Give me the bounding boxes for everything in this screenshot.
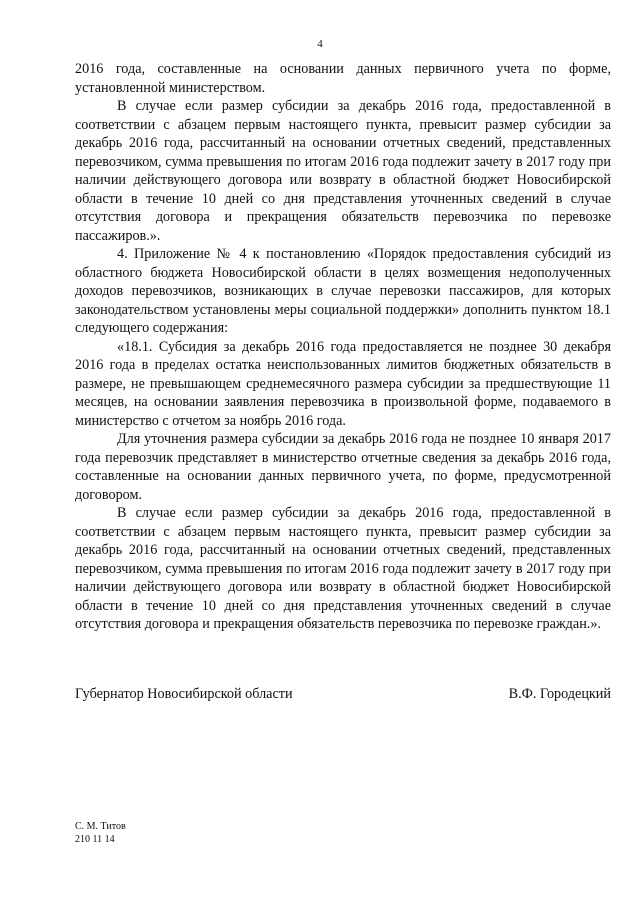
paragraph-item-18-1: «18.1. Субсидия за декабрь 2016 года предоставляется не позднее 30 декабря 2016 года в пределах остатка неиспользованных лимитов бюджетных обязательств в размере, не превышающем среднемесячного размера субсидии за предшествующие 11 месяцев, на основании заявления перевозчика в произвольной форме, подаваемого в министерство с отчетом за ноябрь 2016 года. [75, 338, 611, 429]
paragraph-subsidy-excess-passengers: В случае если размер субсидии за декабрь 2016 года, предоставленной в соответствии с абзацем первым настоящего пункта, превысит размер субсидии за декабрь 2016 года, рассчитанный на основании отчетных сведений, представленных перевозчиком, сумма превышения по итогам 2016 года подлежит зачету в 2017 году при наличии действующего договора или возврату в областной бюджет Новосибирской области в течение 10 дней со дня представления уточненных сведений в случае отсутствия договора и прекращения обязательств перевозчика по перевозке пассажиров.». [75, 98, 611, 244]
page-number: 4 [317, 38, 323, 50]
paragraph-item-4: 4. Приложение № 4 к постановлению «Порядок предоставления субсидий из областного бюджета Новосибирской области в целях возмещения недополученных доходов перевозчиков, возникающих в случае перевозки пассажиров, для которых законодательством установлены меры социальной поддержки» дополнить пунктом 18.1 следующего содержания: [75, 246, 611, 336]
signatory-position: Губернатор Новосибирской области [75, 686, 293, 702]
document-body [75, 60, 611, 634]
signature-block [75, 686, 611, 703]
signatory-name: В.Ф. Городецкий [508, 686, 611, 702]
paragraph-subsidy-excess-citizens: В случае если размер субсидии за декабрь 2016 года, предоставленной в соответствии с абзацем первым настоящего пункта, превысит размер субсидии за декабрь 2016 года, рассчитанный на основании отчетных сведений, представленных перевозчиком, сумма превышения по итогам 2016 года подлежит зачету в 2017 году при наличии действующего договора или возврату в областной бюджет Новосибирской области в течение 10 дней со дня представления уточненных сведений в случае отсутствия договора и прекращения обязательств перевозчика по перевозке граждан.». [75, 505, 611, 632]
executor-phone: 210 11 14 [75, 833, 115, 845]
paragraph-continuation: 2016 года, составленные на основании данных первичного учета по форме, установленной министерством. [75, 61, 611, 96]
executor-name: С. М. Титов [75, 821, 126, 832]
paragraph-clarification: Для уточнения размера субсидии за декабрь 2016 года не позднее 10 января 2017 года перевозчик представляет в министерство отчетные сведения за декабрь 2016 года, составленные на основании данных первичного учета, по форме, предусмотренной договором. [75, 431, 611, 503]
executor-block [75, 821, 126, 846]
